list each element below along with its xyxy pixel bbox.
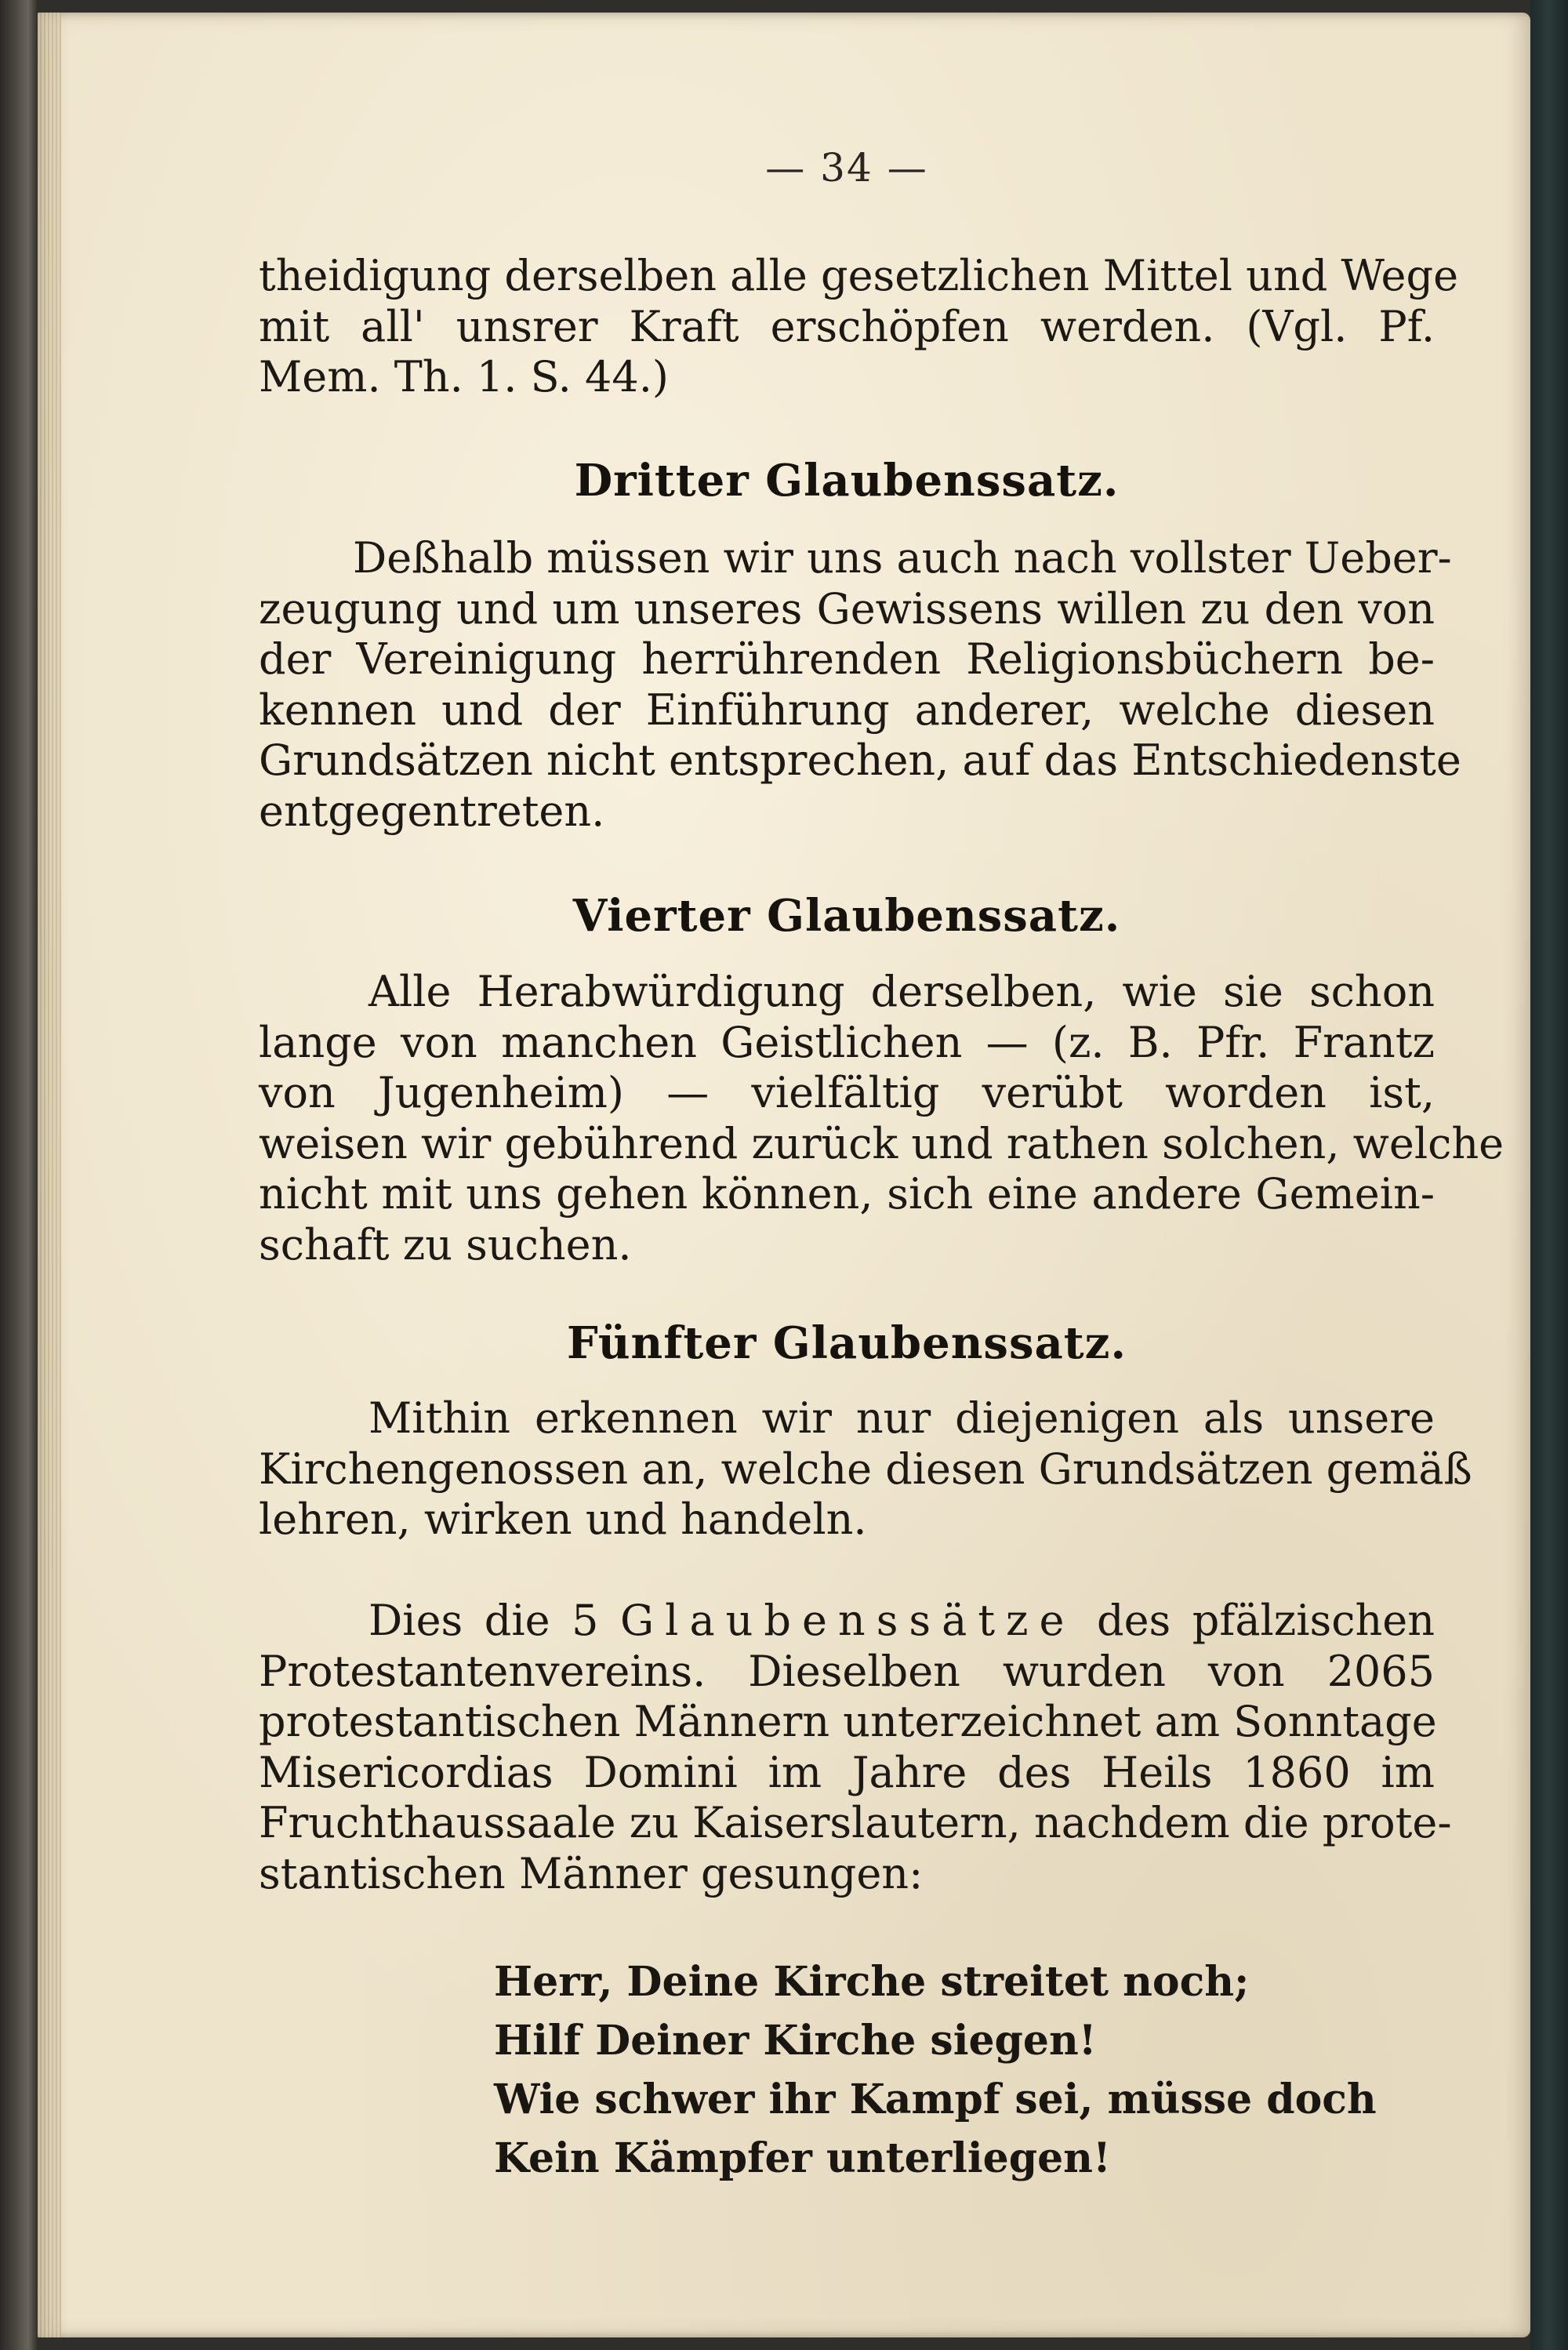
hymn-verse <box>494 1952 1435 2188</box>
text-line: Deßhalb müssen wir uns auch nach vollster Ueber- <box>353 533 1452 583</box>
book-spine <box>1530 0 1568 2350</box>
text-line: theidigung derselben alle gesetzlichen Mittel und Wege <box>259 251 1459 300</box>
text-line: Kirchengenossen an, welche diesen Grundsätzen gemäß <box>259 1444 1472 1494</box>
page-edges <box>38 13 61 2337</box>
text-line: mit all' unsrer Kraft erschöpfen werden. (Vgl. Pf. <box>259 301 1435 351</box>
text-line <box>259 1596 1435 1647</box>
text-line: entgegentreten. <box>259 786 605 836</box>
text-line: kennen und der Einführung anderer, welche diesen <box>259 685 1435 735</box>
section-heading-fuenfter: Fünfter Glaubenssatz. <box>567 1317 1127 1369</box>
text-line: lange von manchen Geistlichen — (z. B. Pfr. Frantz <box>259 1017 1435 1067</box>
text-line: Protestantenvereins. Dieselben wurden von 2065 <box>259 1646 1435 1696</box>
text-line: protestantischen Männern unterzeichnet am Sonntage <box>259 1697 1437 1746</box>
text-line: weisen wir gebührend zurück und rathen solchen, welche <box>259 1118 1504 1168</box>
text-line: zeugung und um unseres Gewissens willen zu den von <box>259 583 1435 634</box>
section-paragraph-dritter <box>259 533 1461 837</box>
text-line: Grundsätzen nicht entsprechen, auf das Entschiedenste <box>259 736 1461 785</box>
section-paragraph-vierter <box>259 967 1504 1270</box>
text-line: lehren, wirken und handeln. <box>259 1495 867 1544</box>
verse-line: Hilf Deiner Kirche siegen! <box>494 2017 1097 2065</box>
verse-line: Kein Kämpfer unterliegen! <box>494 2134 1111 2182</box>
text-line: Mem. Th. 1. S. 44.) <box>259 352 669 401</box>
spaced-term: Glaubenssätze <box>620 1596 1076 1645</box>
text-line: stantischen Männer gesungen: <box>259 1848 924 1898</box>
text-line: Fruchthaussaale zu Kaiserslautern, nachdem die prote- <box>259 1798 1452 1847</box>
text-line: Alle Herabwürdigung derselben, wie sie schon <box>368 967 1435 1016</box>
section-paragraph-fuenfter <box>259 1393 1472 1545</box>
text-line: Misericordias Domini im Jahre des Heils 1860 im <box>259 1747 1435 1797</box>
verse-line: Herr, Deine Kirche streitet noch; <box>494 1958 1250 2006</box>
intro-paragraph <box>259 251 1459 403</box>
page-number: — 34 — <box>765 145 928 191</box>
text-line: Mithin erkennen wir nur diejenigen als unsere <box>368 1393 1435 1443</box>
closing-line-start: Dies die 5 <box>368 1596 599 1645</box>
verse-line: Wie schwer ihr Kampf sei, müsse doch <box>494 2076 1377 2123</box>
closing-paragraph <box>259 1596 1452 1899</box>
text-line: von Jugenheim) — vielfältig verübt worden ist, <box>259 1068 1435 1117</box>
text-line: schaft zu suchen. <box>259 1219 632 1269</box>
closing-line-end: des pfälzischen <box>1097 1596 1435 1645</box>
section-heading-dritter: Dritter Glaubenssatz. <box>574 455 1120 507</box>
text-line: der Vereinigung herrührenden Religionsbüchern be- <box>259 634 1435 684</box>
text-line: nicht mit uns gehen können, sich eine andere Gemein- <box>259 1169 1435 1219</box>
section-heading-vierter: Vierter Glaubenssatz. <box>572 890 1121 942</box>
